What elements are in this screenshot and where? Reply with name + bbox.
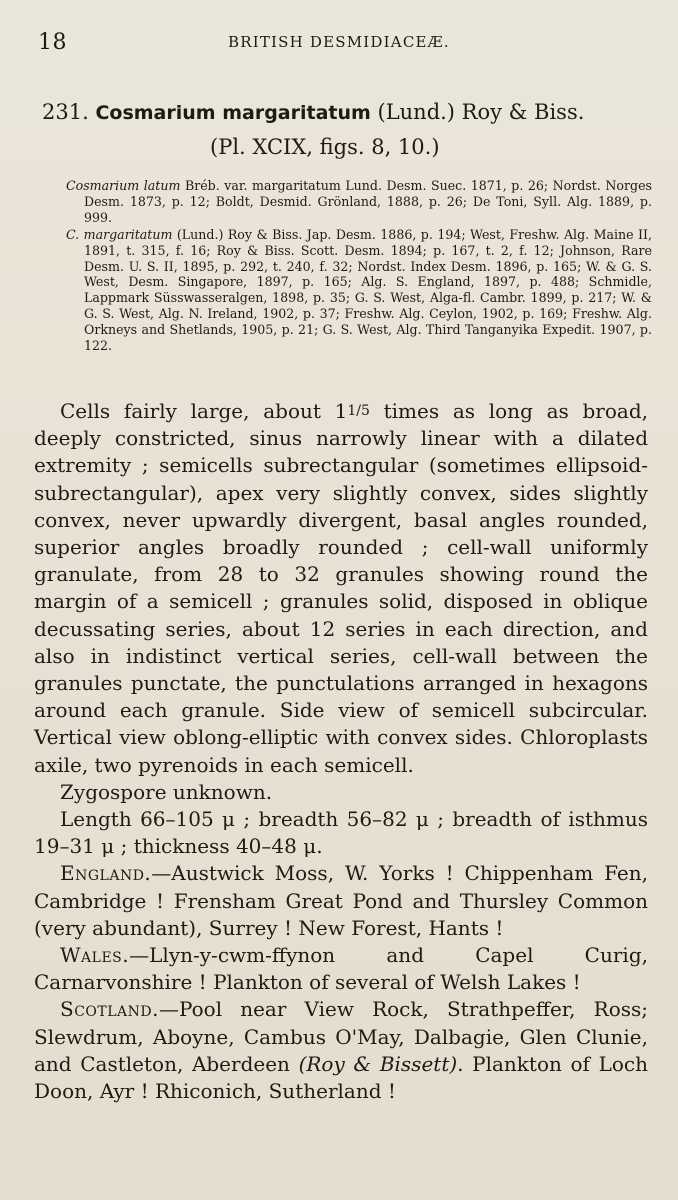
page-number: 18: [38, 30, 67, 55]
measurements: Length 66–105 μ ; breadth 56–82 μ ; breadth of isthmus 19–31 μ ; thickness 40–48 μ.: [34, 807, 648, 859]
region-label: England.: [60, 861, 152, 886]
synonym-citations: Bréb. var. margaritatum Lund. Desm. Suec. 1871, p. 26; Nordst. Norges Desm. 1873, p. 12; Boldt, Desmid. Grönland, 1888, p. 26; De Toni, Syll. Alg. 1889, p. 999.: [84, 178, 652, 225]
locality-england: [34, 860, 648, 942]
locality-text: —Pool near View Rock, Strathpeffer, Ross; Slewdrum, Aboyne, Cambus O'May, Dalbagie, Glen Clunie, and Castleton, Aberdeen: [34, 997, 648, 1076]
synonym-name: Cosmarium latum: [66, 178, 181, 193]
synonymy-block: [66, 178, 652, 355]
locality-wales: [34, 942, 648, 996]
running-title: BRITISH DESMIDIACEÆ.: [228, 33, 450, 51]
synonym-entry: [66, 227, 652, 354]
zygospore-note: Zygospore unknown.: [60, 779, 273, 804]
region-label: Scotland.: [60, 997, 159, 1022]
plate-reference: (Pl. XCIX, figs. 8, 10.): [210, 135, 440, 159]
locality-scotland: [34, 996, 648, 1105]
collector-names: (Roy & Bissett): [298, 1051, 458, 1076]
species-authority: (Lund.) Roy & Biss.: [377, 100, 585, 124]
description-paragraph: [34, 398, 648, 779]
locality-text: —Austwick Moss, W. Yorks ! Chippenham Fen, Cambridge ! Frensham Great Pond and Thursley Common (very abundant), Surrey ! New Forest, Hants !: [34, 861, 648, 940]
locality-text: —Llyn-y-cwm-ffynon and Capel Curig, Carnarvonshire ! Plankton of several of Welsh Lakes !: [34, 943, 648, 995]
entry-number: 231.: [42, 100, 89, 124]
fraction: 1/5: [347, 403, 370, 419]
species-name: Cosmarium margaritatum: [95, 102, 371, 124]
description-body: [34, 398, 648, 1105]
description-text: times as long as broad, deeply constricted, sinus narrowly linear with a dilated extremity ; semicells subrectangular (sometimes ellipsoid-subrectangular), apex very slightly convex, sides slightly convex, never upwardly divergent, basal angles rounded, superior angles broadly rounded ; cell-wall uniformly granulate, from 28 to 32 granules showing round the margin of a semicell ; granules solid, disposed in oblique decussating series, about 12 series in each direction, and also in indistinct vertical series, cell-wall between the granules punctate, the punctulations arranged in hexagons around each granule. Side view of semicell subcircular. Vertical view oblong-elliptic with convex sides. Chloroplasts axile, two pyrenoids in each semicell.: [34, 399, 648, 777]
locality-text: . Plankton of Loch Doon, Ayr ! Rhiconich, Sutherland !: [34, 1051, 648, 1104]
region-label: Wales.: [60, 943, 130, 968]
species-heading: [42, 100, 654, 124]
description-text: Cells fairly large, about 1: [60, 399, 348, 423]
synonym-entry: [66, 178, 652, 226]
synonym-name: C. margaritatum: [66, 226, 173, 242]
synonym-citations: (Lund.) Roy & Biss. Jap. Desm. 1886, p. 194; West, Freshw. Alg. Maine II, 1891, t. 315, f. 16; Roy & Biss. Scott. Desm. 1894; p. 167, t. 2, f. 12; Johnson, Rare Desm. U. S. II, 1895, p. 292, t. 240, f. 32; Nordst. Index Desm. 1896, p. 165; W. & G. S. West, Desm. Singapore, 1897, p. 165; Alg. S. England, 1897, p. 488; Schmidle, Lappmark Süsswasseralgen, 1898, p. 35; G. S. West, Alga-fl. Cambr. 1899, p. 217; W. & G. S. West, Alg. N. Ireland, 1902, p. 37; Freshw. Alg. Ceylon, 1902, p. 169; Freshw. Alg. Orkneys and Shetlands, 1905, p. 21; G. S. West, Alg. Third Tanganyika Expedit. 1907, p. 122.: [84, 226, 652, 354]
